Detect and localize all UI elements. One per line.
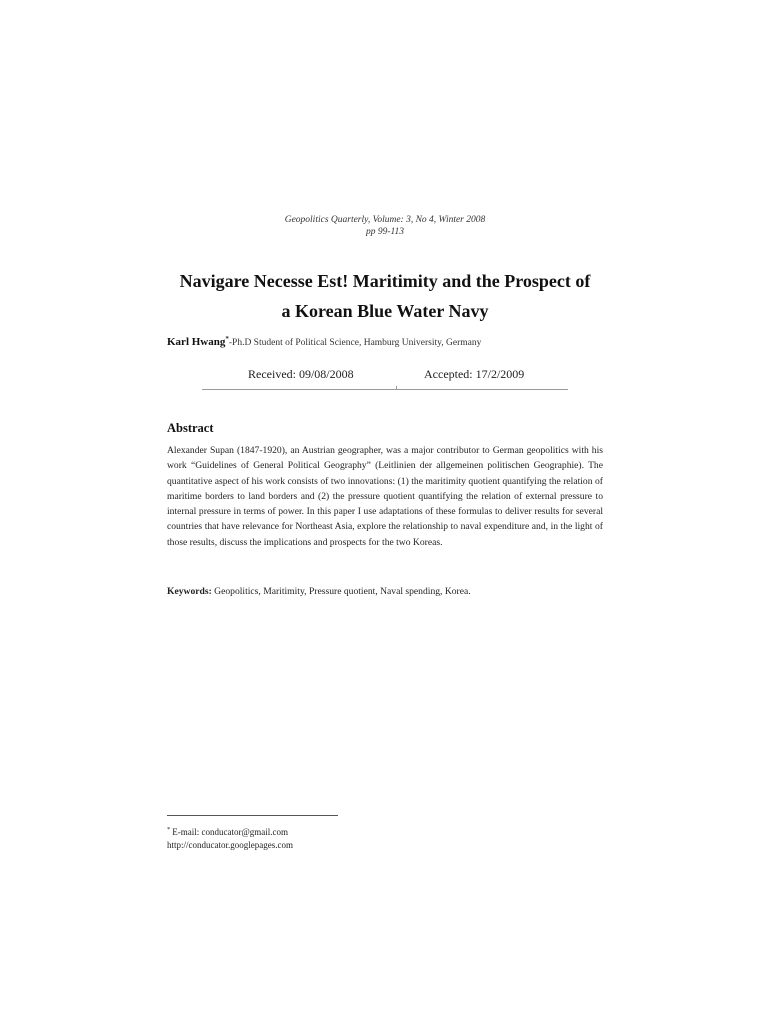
footnote-email: E-mail: conducator@gmail.com [172,827,289,837]
journal-citation: Geopolitics Quarterly, Volume: 3, No 4, Winter 2008 [284,215,486,225]
author-line [167,333,481,349]
dates-divider [202,389,568,390]
author-footnote-marker: * [225,335,229,343]
footnote-url[interactable]: http://conducator.googlepages.com [167,840,293,850]
author-affiliation: -Ph.D Student of Political Science, Hamburg University, Germany [228,338,482,349]
footnote-marker: * [167,826,171,833]
footnote-email-line [167,824,288,838]
abstract-heading: Abstract [167,421,214,435]
accepted-date: Accepted: 17/2/2009 [424,367,525,381]
journal-pages: pp 99-113 [365,227,405,237]
dates-divider-tick [396,386,397,390]
author-name: Karl Hwang [167,336,226,349]
paper-title-line-1: Navigare Necesse Est! Maritimity and the Prospect of [179,271,591,291]
keywords-text: Geopolitics, Maritimity, Pressure quotient, Naval spending, Korea. [214,586,471,597]
footnote-divider [167,815,338,816]
paper-title-line-2: a Korean Blue Water Navy [281,301,489,321]
keywords-label: Keywords: [167,586,212,597]
keywords-line [167,586,607,598]
received-date: Received: 09/08/2008 [248,367,354,381]
abstract-text: Alexander Supan (1847-1920), an Austrian geographer, was a major contributor to German geopolitics with his work “Guidelines of General Political Geography” (Leitlinien der allgemeinen politischen Geographie). The quantitative aspect of his work consists of two innovations: (1) the maritimity quotient quantifying the relation of maritime borders to land borders and (2) the pressure quotient quantifying the relation of external pressure to internal pressure in terms of power. In this paper I use adaptations of these formulas to deliver results for several countries that have relevance for Northeast Asia, explore the relationship to naval expenditure and, in the light of those results, discuss the implications and prospects for the two Koreas. [167,445,603,548]
